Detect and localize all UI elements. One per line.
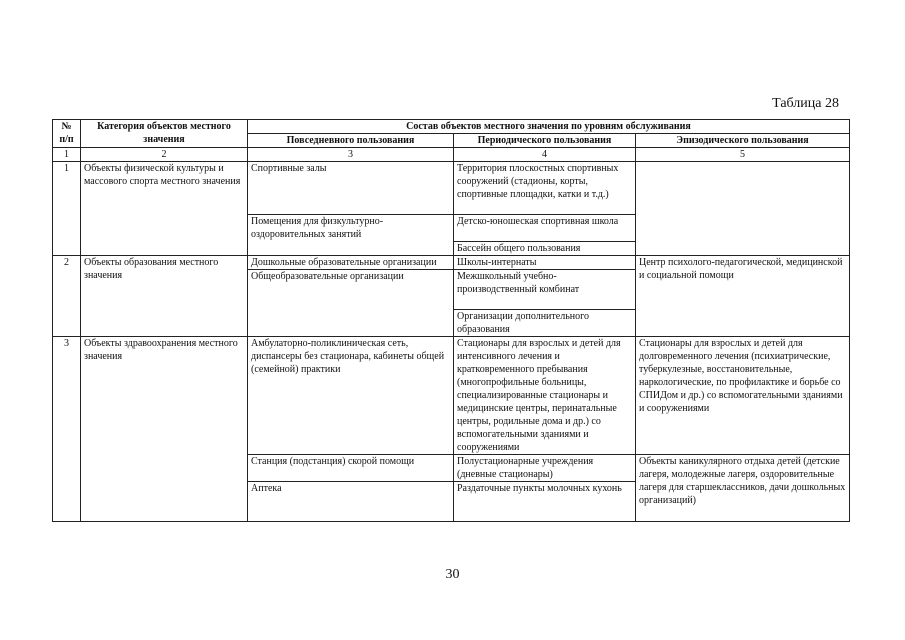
daily-cell: Спортивные залы bbox=[248, 162, 454, 215]
periodic-cell: Бассейн общего пользования bbox=[454, 242, 636, 256]
category-cell: Объекты здравоохранения местного значения bbox=[81, 337, 248, 522]
daily-cell: Аптека bbox=[248, 482, 454, 522]
daily-cell: Дошкольные образовательные организации bbox=[248, 256, 454, 270]
daily-cell: Помещения для физкультурно-оздоровительных занятий bbox=[248, 215, 454, 256]
header-category: Категория объектов местного значения bbox=[81, 120, 248, 148]
header-row bbox=[53, 120, 850, 134]
row-number: 1 bbox=[53, 162, 81, 256]
periodic-cell: Территория плоскостных спортивных сооружений (стадионы, корты, спортивные площадки, катки и т.д.) bbox=[454, 162, 636, 215]
episodic-cell: Объекты каникулярного отдыха детей (детские лагеря, молодежные лагеря, оздоровительные лагеря для старшеклассников, дачи дошкольных организаций) bbox=[636, 455, 850, 522]
table-row bbox=[53, 162, 850, 215]
col-number: 5 bbox=[636, 148, 850, 162]
episodic-cell: Стационары для взрослых и детей для долговременного лечения (психиатрические, туберкулезные, восстановительные, наркологические, по профилактике и борьбе со СПИДом и др.) со вспомогательными зданиями и сооружениями bbox=[636, 337, 850, 455]
table-row bbox=[53, 256, 850, 270]
periodic-cell: Организации дополнительного образования bbox=[454, 310, 636, 337]
header-num: № п/п bbox=[53, 120, 81, 148]
page-number: 30 bbox=[445, 567, 460, 582]
daily-cell: Станция (подстанция) скорой помощи bbox=[248, 455, 454, 482]
periodic-cell: Межшкольный учебно-производственный комбинат bbox=[454, 270, 636, 310]
header-composition: Состав объектов местного значения по уровням обслуживания bbox=[248, 120, 850, 134]
table-caption: Таблица 28 bbox=[772, 96, 839, 111]
episodic-cell: Центр психолого-педагогической, медицинской и социальной помощи bbox=[636, 256, 850, 337]
periodic-cell: Стационары для взрослых и детей для интенсивного лечения и кратковременного пребывания (многопрофильные больницы, специализированные стационары и медицинские центры, перинатальные центры, родильные дома и др.) со вспомогательными зданиями и сооружениями bbox=[454, 337, 636, 455]
header-daily: Повседневного пользования bbox=[248, 134, 454, 148]
periodic-cell: Школы-интернаты bbox=[454, 256, 636, 270]
row-number: 3 bbox=[53, 337, 81, 522]
periodic-cell: Полустационарные учреждения (дневные стационары) bbox=[454, 455, 636, 482]
row-number: 2 bbox=[53, 256, 81, 337]
daily-cell: Амбулаторно-поликлиническая сеть, диспансеры без стационара, кабинеты общей (семейной) практики bbox=[248, 337, 454, 455]
col-number: 1 bbox=[53, 148, 81, 162]
episodic-cell bbox=[636, 162, 850, 256]
category-cell: Объекты образования местного значения bbox=[81, 256, 248, 337]
table-row bbox=[53, 337, 850, 455]
daily-cell: Общеобразовательные организации bbox=[248, 270, 454, 337]
col-number: 4 bbox=[454, 148, 636, 162]
col-number: 3 bbox=[248, 148, 454, 162]
category-cell: Объекты физической культуры и массового спорта местного значения bbox=[81, 162, 248, 256]
header-episodic: Эпизодического пользования bbox=[636, 134, 850, 148]
column-number-row bbox=[53, 148, 850, 162]
header-periodic: Периодического пользования bbox=[454, 134, 636, 148]
periodic-cell: Раздаточные пункты молочных кухонь bbox=[454, 482, 636, 522]
col-number: 2 bbox=[81, 148, 248, 162]
services-table bbox=[52, 119, 850, 522]
periodic-cell: Детско-юношеская спортивная школа bbox=[454, 215, 636, 242]
